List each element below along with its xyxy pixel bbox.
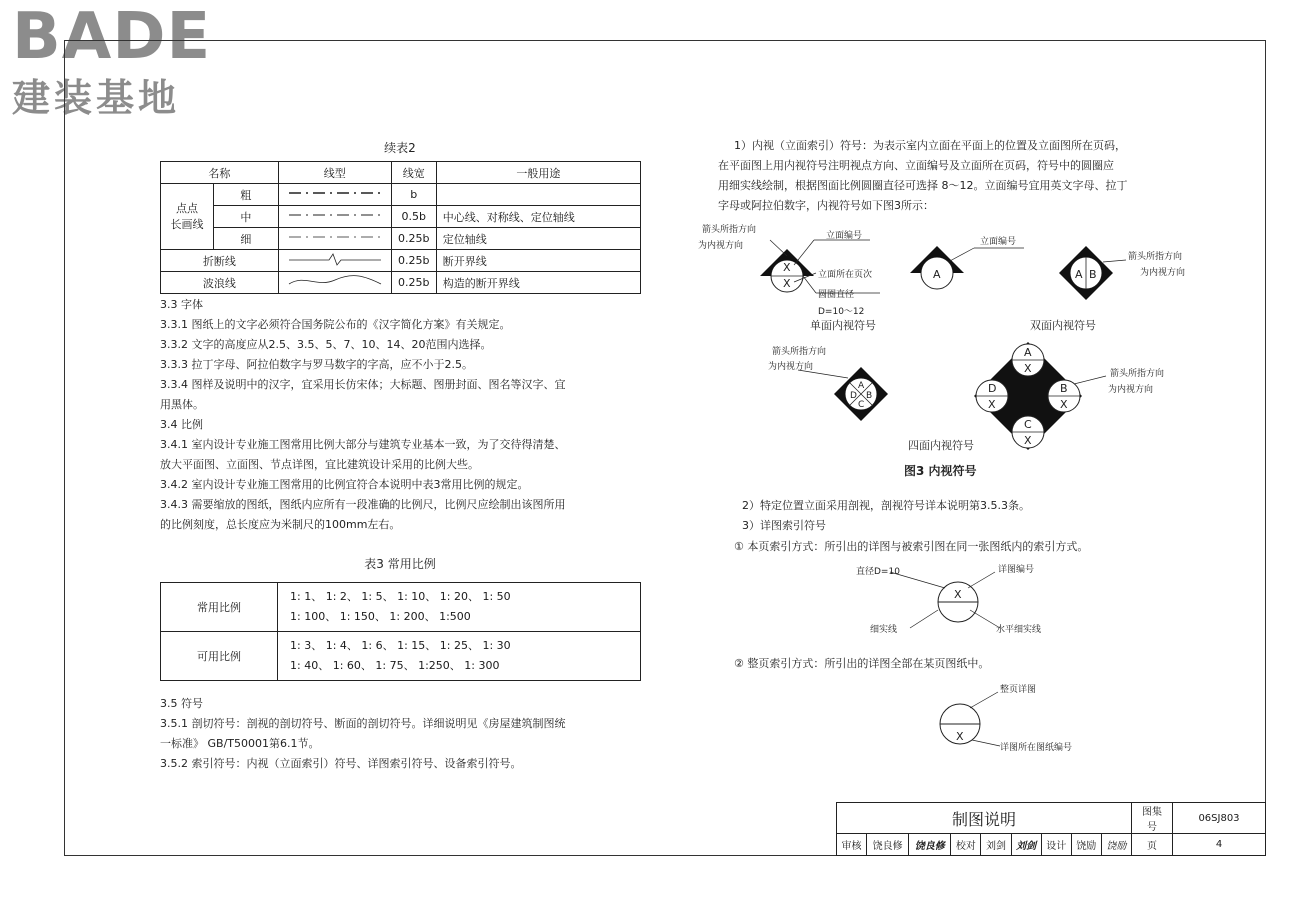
detail-index-same-sheet xyxy=(850,560,1070,640)
title-block-atlas-label: 图集号 xyxy=(1132,803,1173,834)
t2-row-name: 波浪线 xyxy=(161,272,279,294)
t2-row-usage xyxy=(436,184,640,206)
t2-header-name: 名称 xyxy=(161,162,279,184)
double-b-letter-a: A xyxy=(1075,268,1083,281)
tb-cell: 饶励 xyxy=(1071,834,1101,856)
title-block-title: 制图说明 xyxy=(837,803,1132,834)
t2-header-linetype: 线型 xyxy=(278,162,391,184)
fig3-for-view-2: 为内视方向 xyxy=(1140,268,1186,278)
t2-row-width: 0.25b xyxy=(391,228,436,250)
logo-brand: BADE xyxy=(12,0,212,74)
text-line: 3.3.2 文字的高度应从2.5、3.5、5、7、10、14、20范围内选择。 xyxy=(160,338,492,351)
table3 xyxy=(160,582,641,681)
single-letter-top: X xyxy=(783,261,791,274)
fig3-four-label: 四面内视符号 xyxy=(908,439,974,452)
detail1-horiz: 水平细实线 xyxy=(996,625,1042,635)
t2-row-name: 中 xyxy=(214,206,279,228)
t2-linetype-thin xyxy=(278,228,391,250)
t3-values-line: 1: 3、 1: 4、 1: 6、 1: 15、 1: 25、 1: 30 xyxy=(290,639,511,652)
figure-3-interior-view-symbols xyxy=(690,218,1230,493)
detail1-letter: X xyxy=(954,588,962,601)
four-large-c: C xyxy=(1024,418,1032,431)
table2 xyxy=(160,161,641,294)
detail1-detail-no: 详图编号 xyxy=(998,565,1035,575)
t2-header-usage: 一般用途 xyxy=(436,162,640,184)
t2-group-label-2: 长画线 xyxy=(170,217,204,231)
tb-signature: 刘剑 xyxy=(1011,834,1041,856)
double-view-symbol-a xyxy=(910,246,1024,289)
t2-header-width: 线宽 xyxy=(391,162,436,184)
text-line: 1）内视（立面索引）符号：为表示室内立面在平面上的位置及立面图所在页码， xyxy=(734,139,1126,152)
t3-row-label: 可用比例 xyxy=(161,632,278,681)
fig3-circle-dia: 圆圈直径 xyxy=(818,290,855,300)
table3-title: 表3 常用比例 xyxy=(364,557,436,571)
four-view-symbol-large xyxy=(974,342,1106,450)
fig3-caption: 图3 内视符号 xyxy=(904,464,977,478)
fig3-double-label: 双面内视符号 xyxy=(1030,319,1096,332)
t2-row-name: 粗 xyxy=(214,184,279,206)
double-view-symbol-b xyxy=(1059,246,1126,300)
tb-cell: 校对 xyxy=(951,834,981,856)
tb-cell: 饶良修 xyxy=(867,834,909,856)
four-large-x3: X xyxy=(1024,434,1032,447)
fig3-for-view-1: 为内视方向 xyxy=(698,241,744,251)
left-text-block-2 xyxy=(160,694,650,774)
fig3-for-view-4: 为内视方向 xyxy=(1108,385,1154,395)
t2-row-usage: 定位轴线 xyxy=(436,228,640,250)
four-small-b: B xyxy=(866,391,873,401)
detail-index-whole-page xyxy=(920,678,1120,758)
detail1-thin-line: 细实线 xyxy=(870,625,898,635)
text-line: 3）详图索引符号 xyxy=(742,519,826,532)
text-line: 在平面图上用内视符号注明视点方向、立面编号及立面所在页码，符号中的圆圈应 xyxy=(718,159,1114,172)
fig3-dia-val: D=10～12 xyxy=(818,307,865,317)
t2-row-usage: 构造的断开界线 xyxy=(436,272,640,294)
t3-values-line: 1: 40、 1: 60、 1: 75、 1:250、 1: 300 xyxy=(290,659,500,672)
tb-cell: 审核 xyxy=(837,834,867,856)
t2-linetype-wave xyxy=(278,272,391,294)
fig3-arrow-dir-2: 箭头所指方向 xyxy=(1128,252,1183,262)
right-text-block xyxy=(718,136,1238,216)
four-large-x4: X xyxy=(988,398,996,411)
text-line: 3.4 比例 xyxy=(160,418,203,431)
t3-row-values xyxy=(278,632,641,681)
text-line: 2）特定位置立面采用剖视，剖视符号详本说明第3.5.3条。 xyxy=(742,499,1030,512)
t3-values-line: 1: 100、 1: 150、 1: 200、 1:500 xyxy=(290,610,471,623)
fig3-elev-page: 立面所在页次 xyxy=(818,270,873,280)
four-large-b: B xyxy=(1060,382,1068,395)
t2-row-usage: 断开界线 xyxy=(436,250,640,272)
text-line: 3.4.1 室内设计专业施工图常用比例大部分与建筑专业基本一致，为了交待得清楚、 xyxy=(160,438,566,451)
tb-cell: 设计 xyxy=(1041,834,1071,856)
tb-signature: 饶良修 xyxy=(909,834,951,856)
four-small-a: A xyxy=(858,381,865,391)
text-line: 一标准》 GB/T50001第6.1节。 xyxy=(160,737,320,750)
four-large-x2: X xyxy=(1060,398,1068,411)
t2-row-width: 0.25b xyxy=(391,250,436,272)
fig3-elev-no-2: 立面编号 xyxy=(980,237,1017,247)
fig3-arrow-dir-3: 箭头所指方向 xyxy=(772,347,827,357)
title-block-atlas-no: 06SJ803 xyxy=(1173,803,1266,834)
left-text-block xyxy=(160,295,650,535)
double-b-letter-b: B xyxy=(1089,268,1097,281)
t3-row-label: 常用比例 xyxy=(161,583,278,632)
four-large-d: D xyxy=(988,382,997,395)
fig3-single-label: 单面内视符号 xyxy=(810,319,876,332)
t2-linetype-thick xyxy=(278,184,391,206)
double-a-letter: A xyxy=(933,268,941,281)
t2-linetype-medium xyxy=(278,206,391,228)
t2-row-usage: 中心线、对称线、定位轴线 xyxy=(436,206,640,228)
text-line: 用细实线绘制，根据图面比例圆圈直径可选择 8～12。立面编号宜用英文字母、拉丁 xyxy=(718,179,1128,192)
fig3-arrow-dir-1: 箭头所指方向 xyxy=(702,225,757,235)
text-line: 3.5 符号 xyxy=(160,697,203,710)
text-line: 3.3.1 图纸上的文字必须符合国务院公布的《汉字简化方案》有关规定。 xyxy=(160,318,511,331)
t2-linetype-break xyxy=(278,250,391,272)
t2-group-cell xyxy=(161,184,214,250)
four-view-symbol-small xyxy=(798,367,888,421)
four-large-a: A xyxy=(1024,346,1032,359)
fig3-for-view-3: 为内视方向 xyxy=(768,362,814,372)
four-large-x1: X xyxy=(1024,362,1032,375)
t3-row-values xyxy=(278,583,641,632)
right-text-line-4: ② 整页索引方式：所引出的详图全部在某页图纸中。 xyxy=(734,657,990,670)
title-block xyxy=(836,802,1266,856)
tb-cell: 页 xyxy=(1132,834,1173,856)
right-text-block-2 xyxy=(742,496,1242,536)
text-line: 用黑体。 xyxy=(160,398,204,411)
four-small-c: C xyxy=(858,400,865,410)
detail2-letter: X xyxy=(956,730,964,743)
text-line: 3.5.2 索引符号：内视（立面索引）符号、详图索引符号、设备索引符号。 xyxy=(160,757,522,770)
text-line: 字母或阿拉伯数字，内视符号如下图3所示： xyxy=(718,199,934,212)
text-line: 放大平面图、立面图、节点详图，宜比建筑设计采用的比例大些。 xyxy=(160,458,479,471)
fig3-arrow-dir-4: 箭头所指方向 xyxy=(1110,369,1165,379)
tb-signature: 饶励 xyxy=(1101,834,1131,856)
text-line: 3.3.3 拉丁字母、阿拉伯数字与罗马数字的字高，应不小于2.5。 xyxy=(160,358,473,371)
text-line: 的比例刻度，总长度应为米制尺的100mm左右。 xyxy=(160,518,401,531)
t2-group-label-1: 点点 xyxy=(176,201,198,215)
t2-row-name: 细 xyxy=(214,228,279,250)
text-line: 3.4.3 需要缩放的图纸，图纸内应所有一段准确的比例尺，比例尺应绘制出该图所用 xyxy=(160,498,566,511)
t2-row-width: 0.25b xyxy=(391,272,436,294)
detail2-whole: 整页详图 xyxy=(1000,685,1037,695)
single-view-symbol xyxy=(760,240,880,293)
text-line: 3.3.4 图样及说明中的汉字，宜采用长仿宋体；大标题、图册封面、图名等汉字、宜 xyxy=(160,378,566,391)
text-line: 3.4.2 室内设计专业施工图常用的比例宜符合本说明中表3常用比例的规定。 xyxy=(160,478,529,491)
t2-row-width: 0.5b xyxy=(391,206,436,228)
tb-cell: 刘剑 xyxy=(981,834,1011,856)
t3-values-line: 1: 1、 1: 2、 1: 5、 1: 10、 1: 20、 1: 50 xyxy=(290,590,511,603)
detail2-page-no: 详图所在图纸编号 xyxy=(1000,743,1073,753)
t2-row-width: b xyxy=(391,184,436,206)
text-line: 3.3 字体 xyxy=(160,298,203,311)
tb-page-no: 4 xyxy=(1173,834,1266,856)
single-letter-bottom: X xyxy=(783,277,791,290)
table2-title: 续表2 xyxy=(384,141,416,155)
four-small-d: D xyxy=(850,391,857,401)
text-line: 3.5.1 剖切符号：剖视的剖切符号、断面的剖切符号。详细说明见《房屋建筑制图统 xyxy=(160,717,566,730)
detail1-dia: 直径D=10 xyxy=(856,567,900,577)
logo-subtitle: 建装基地 xyxy=(12,76,181,120)
fig3-elev-no: 立面编号 xyxy=(826,231,863,241)
right-text-line-3: ① 本页索引方式：所引出的详图与被索引图在同一张图纸内的索引方式。 xyxy=(734,540,1089,553)
t2-row-name: 折断线 xyxy=(161,250,279,272)
